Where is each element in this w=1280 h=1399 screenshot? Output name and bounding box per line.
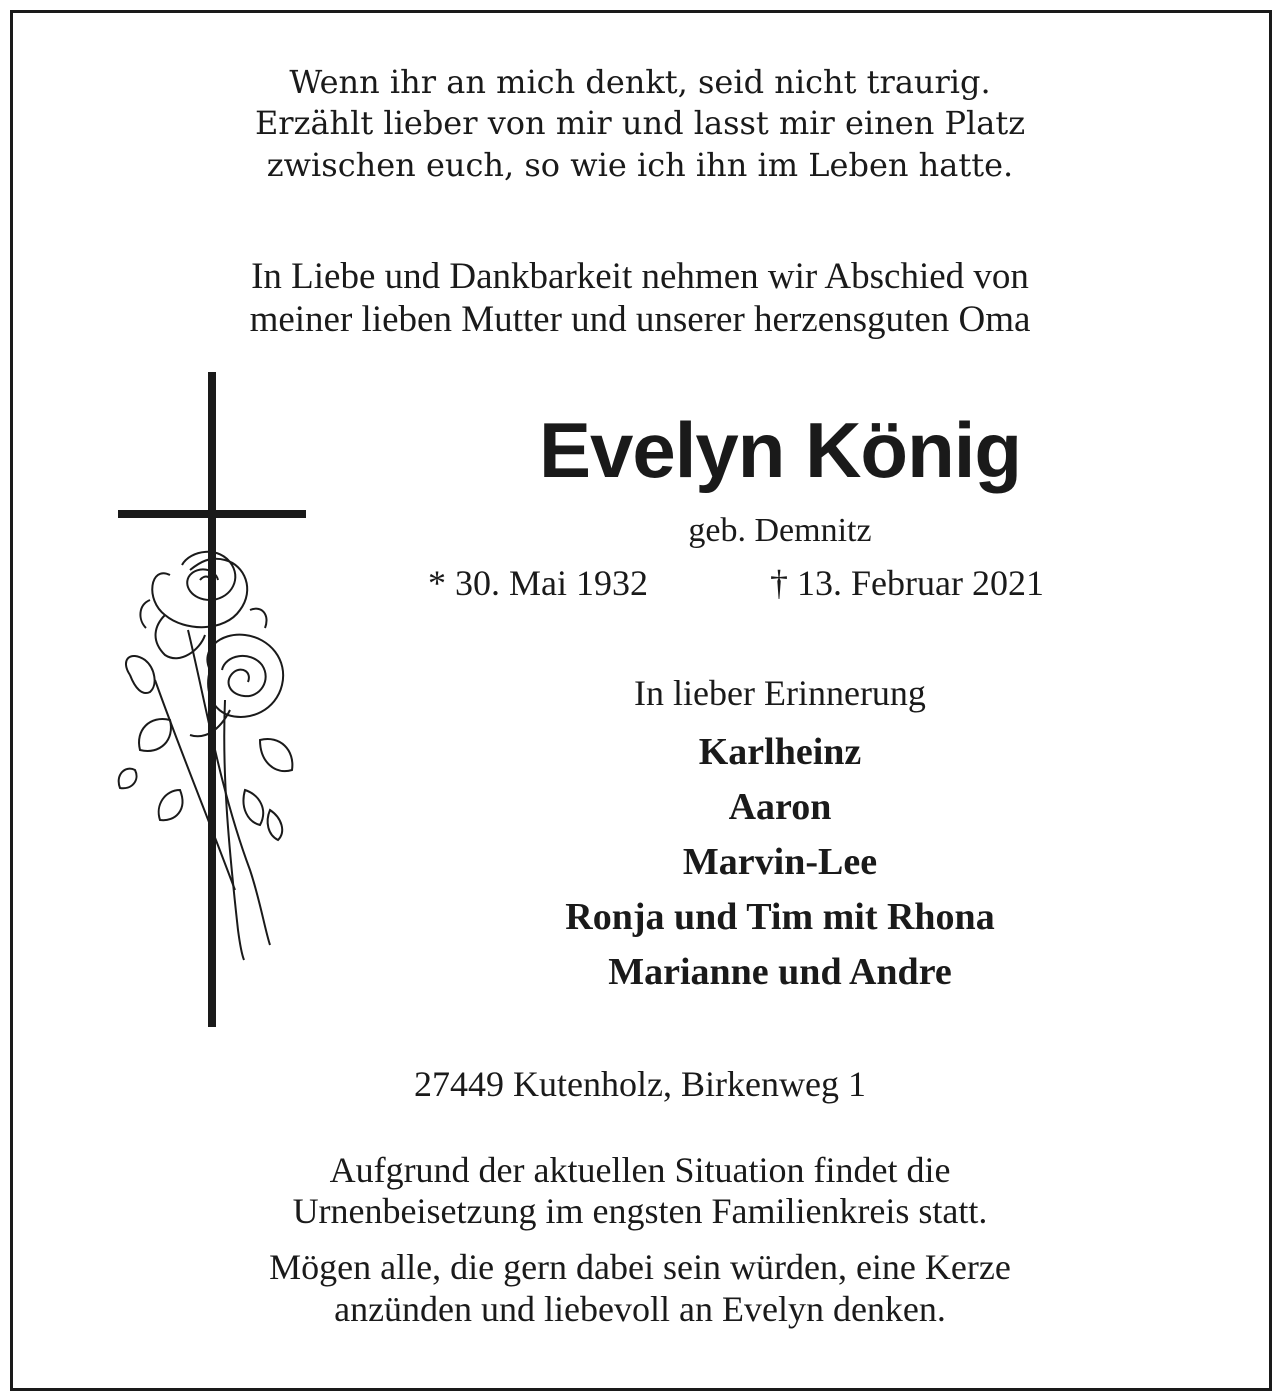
intro-line-1: In Liebe und Dankbarkeit nehmen wir Abschied von	[251, 256, 1029, 297]
mourner-3: Marvin-Lee	[682, 841, 878, 883]
mourner-4: Ronja und Tim mit Rhona	[565, 896, 995, 938]
cross-with-roses-icon	[110, 370, 320, 1035]
memory-line: In lieber Erinnerung	[634, 673, 926, 713]
intro-line-2: meiner lieben Mutter und unserer herzensguten Oma	[249, 299, 1031, 340]
poem-line-3: zwischen euch, so wie ich ihn im Leben hatte.	[266, 146, 1014, 184]
closing-line-1: Mögen alle, die gern dabei sein würden, eine Kerze	[269, 1247, 1011, 1287]
mourner-1: Karlheinz	[698, 731, 862, 773]
notice-line-1: Aufgrund der aktuellen Situation findet die	[329, 1150, 951, 1190]
birth-name: geb. Demnitz	[688, 512, 872, 549]
closing-line-2: anzünden und liebevoll an Evelyn denken.	[334, 1289, 946, 1329]
poem-line-1: Wenn ihr an mich denkt, seid nicht traurig.	[289, 63, 991, 101]
deceased-name: Evelyn König	[538, 406, 1022, 494]
notice-line-2: Urnenbeisetzung im engsten Familienkreis statt.	[292, 1191, 988, 1231]
address: 27449 Kutenholz, Birkenweg 1	[414, 1064, 866, 1104]
poem-line-2: Erzählt lieber von mir und lasst mir einen Platz	[254, 104, 1026, 142]
mourner-2: Aaron	[728, 786, 832, 828]
birth-date: * 30. Mai 1932	[428, 563, 648, 603]
mourner-5: Marianne und Andre	[608, 951, 952, 993]
death-date: † 13. Februar 2021	[770, 563, 1044, 603]
